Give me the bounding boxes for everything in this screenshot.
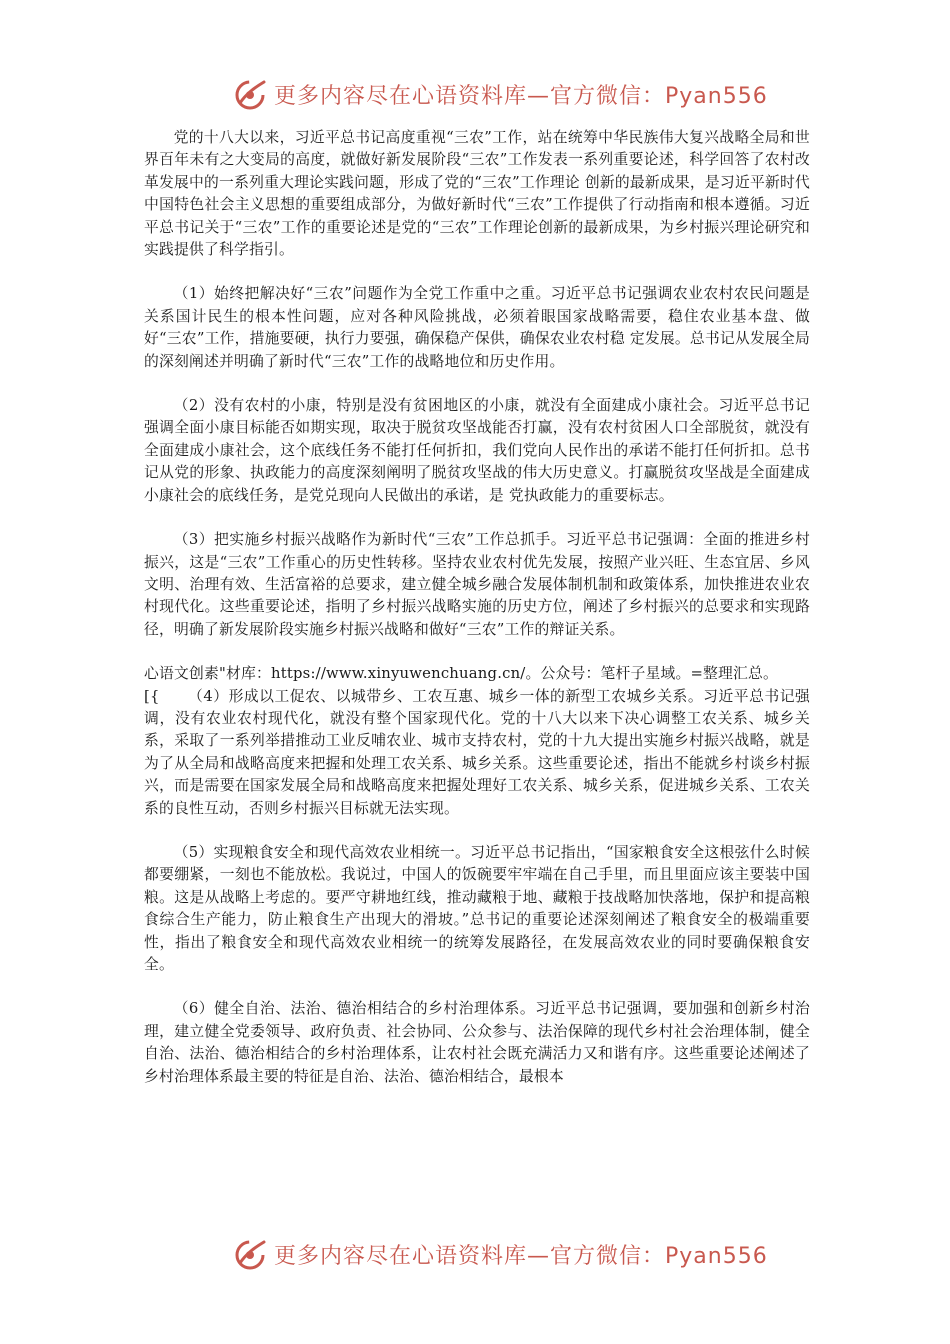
paragraph-3: （3）把实施乡村振兴战略作为新时代“三农”工作总抓手。习近平总书记强调：全面的推进乡村振兴，这是“三农”工作重心的历史性转移。坚持农业农村优先发展，按照产业兴旺、生态宜居、乡风文明、治理有效、生活富裕的总要求，建立健全城乡融合发展体制机制和政策体系，加快推进农业农村现代化。这些重要论述，指明了乡村振兴战略实施的历史方位，阐述了乡村振兴的总要求和实现路径，明确了新发展阶段实施乡村振兴战略和做好“三农”工作的辩证关系。 [144,531,810,638]
footer-banner [232,1234,768,1274]
banner-text: 更多内容尽在心语资料库—官方微信：Pyan556 [274,1243,768,1269]
paragraph-4: [{ （4）形成以工促农、以城带乡、工农互惠、城乡一体的新型工农城乡关系。习近平总书记强调，没有农业农村现代化，就没有整个国家现代化。党的十八大以来下决心调整工农关系、城乡关系，采取了一系列举措推动工业反哺农业、城市支持农村，党的十九大提出实施乡村振兴战略，就是为了从全局和战略高度来把握和处理工农关系、城乡关系。这些重要论述，指出不能就乡村谈乡村振兴，而是需要在国家发展全局和战略高度来把握处理好工农关系、城乡关系，促进城乡关系、工农关系的良性互动，否则乡村振兴目标就无法实现。 [144,687,810,817]
brush-swirl-logo-icon [232,76,268,112]
paragraph-6: （6）健全自治、法治、德治相结合的乡村治理体系。习近平总书记强调，要加强和创新乡村治理，建立健全党委领导、政府负责、社会协同、公众参与、法治保障的现代乡村社会治理体制，健全自治、法治、德治相结合的乡村治理体系，让农村社会既充满活力又和谐有序。这些重要论述阐述了乡村治理体系最主要的特征是自治、法治、德治相结合，最根本 [144,1000,810,1085]
watermark-line: 心语文创素"材库：https://www.xinyuwenchuang.cn/。公众号：笔杆子星域。=整理汇总。 [144,665,779,683]
document-body [144,127,810,1110]
brush-swirl-logo-icon [232,1236,268,1272]
paragraph-1: （1）始终把解决好“三农”问题作为全党工作重中之重。习近平总书记强调农业农村农民问题是关系国计民生的根本性问题，应对各种风险挑战，必须着眼国家战略需要，稳住农业基本盘、做好“三农”工作，措施要硬，执行力要强，确保稳产保供，确保农业农村稳 定发展。总书记从发展全局的深刻阐述并明确了新时代“三农”工作的战略地位和历史作用。 [144,285,810,370]
paragraph-2: （2）没有农村的小康，特别是没有贫困地区的小康，就没有全面建成小康社会。习近平总书记强调全面小康目标能否如期实现，取决于脱贫攻坚战能否打赢，没有农村贫困人口全部脱贫，就没有全面建成小康社会，这个底线任务不能打任何折扣，我们党向人民作出的承诺不能打任何折扣。总书记从党的形象、执政能力的高度深刻阐明了脱贫攻坚战的伟大历史意义。打赢脱贫攻坚战是全面建成小康社会的底线任务，是党兑现向人民做出的承诺，是 党执政能力的重要标志。 [144,397,810,504]
header-banner [232,74,768,114]
paragraph-5: （5）实现粮食安全和现代高效农业相统一。习近平总书记指出，“国家粮食安全这根弦什么时候都要绷紧，一刻也不能放松。我说过，中国人的饭碗要牢牢端在自己手里，而且里面应该主要装中国粮。这是从战略上考虑的。要严守耕地红线，推动藏粮于地、藏粮于技战略加快落地，保护和提高粮食综合生产能力，防止粮食生产出现大的滑坡。”总书记的重要论述深刻阐述了粮食安全的极端重要性，指出了粮食安全和现代高效农业相统一的统筹发展路径，在发展高效农业的同时要确保粮食安全。 [144,843,810,973]
paragraph-intro: 党的十八大以来，习近平总书记高度重视“三农”工作，站在统筹中华民族伟大复兴战略全局和世界百年未有之大变局的高度，就做好新发展阶段“三农”工作发表一系列重要论述，科学回答了农村改革发展中的一系列重大理论实践问题，形成了党的“三农”工作理论 创新的最新成果，是习近平新时代中国特色社会主义思想的重要组成部分，为做好新时代“三农”工作提供了行动指南和根本遵循。习近平总书记关于“三农”工作的重要论述是党的“三农”工作理论创新的最新成果，为乡村振兴理论研究和实践提供了科学指引。 [144,129,810,259]
banner-text: 更多内容尽在心语资料库—官方微信：Pyan556 [274,83,768,109]
